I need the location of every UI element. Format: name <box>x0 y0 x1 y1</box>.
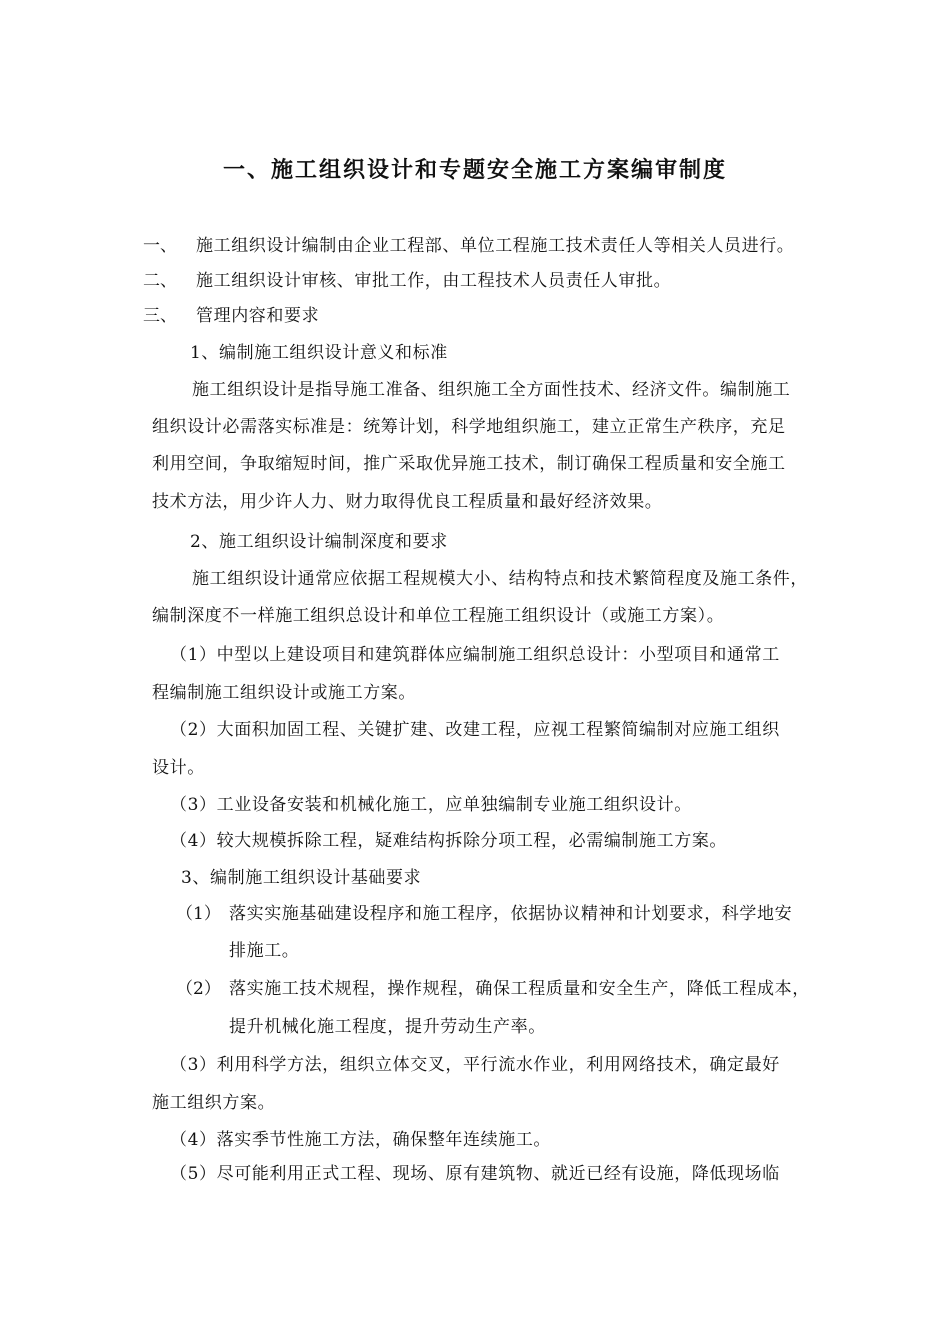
section-text: 管理内容和要求 <box>196 306 320 326</box>
list-item-line: （2）大面积加固工程、关键扩建、改建工程，应视工程繁简编制对应施工组织 <box>170 720 780 740</box>
section-number: 一、 <box>143 236 177 256</box>
list-item-line: 落实施工技术规程，操作规程，确保工程质量和安全生产，降低工程成本， <box>229 979 810 999</box>
page-title: 一、施工组织设计和专题安全施工方案编审制度 <box>222 157 727 183</box>
paragraph-line: 技术方法，用少许人力、财力取得优良工程质量和最好经济效果。 <box>152 492 663 512</box>
subsection-heading: 2、施工组织设计编制深度和要求 <box>190 532 448 552</box>
list-item-line: （4）较大规模拆除工程，疑难结构拆除分项工程，必需编制施工方案。 <box>170 831 728 851</box>
list-item-line: 排施工。 <box>229 941 300 961</box>
list-item-line: （3）工业设备安装和机械化施工，应单独编制专业施工组织设计。 <box>170 795 692 815</box>
list-item-line: （3）利用科学方法，组织立体交叉，平行流水作业，利用网络技术，确定最好 <box>170 1055 780 1075</box>
list-item-line: 落实实施基础建设程序和施工程序，依据协议精神和计划要求，科学地安 <box>229 904 793 924</box>
list-number: （2） <box>176 979 221 999</box>
subsection-heading: 1、编制施工组织设计意义和标准 <box>190 343 448 363</box>
section-number: 三、 <box>143 306 177 326</box>
section-number: 二、 <box>143 271 177 291</box>
list-number: （1） <box>176 904 221 924</box>
paragraph-line: 编制深度不一样施工组织总设计和单位工程施工组织设计（或施工方案）。 <box>152 606 725 626</box>
section-text: 施工组织设计编制由企业工程部、单位工程施工技术责任人等相关人员进行。 <box>196 236 795 256</box>
list-item-line: 设计。 <box>152 758 205 778</box>
paragraph-line: 组织设计必需落实标准是：统筹计划，科学地组织施工，建立正常生产秩序，充足 <box>152 417 786 437</box>
paragraph-line: 施工组织设计是指导施工准备、组织施工全方面性技术、经济文件。编制施工 <box>192 380 791 400</box>
paragraph-line: 利用空间，争取缩短时间，推广采取优异施工技术，制订确保工程质量和安全施工 <box>152 454 786 474</box>
list-item-line: 程编制施工组织设计或施工方案。 <box>152 683 416 703</box>
list-item-line: （4）落实季节性施工方法，确保整年连续施工。 <box>170 1130 552 1150</box>
list-item-line: （1）中型以上建设项目和建筑群体应编制施工组织总设计：小型项目和通常工 <box>170 645 780 665</box>
list-item-line: 施工组织方案。 <box>152 1093 276 1113</box>
paragraph-line: 施工组织设计通常应依据工程规模大小、结构特点和技术繁简程度及施工条件， <box>192 569 808 589</box>
section-text: 施工组织设计审核、审批工作，由工程技术人员责任人审批。 <box>196 271 672 291</box>
list-item-line: 提升机械化施工程度，提升劳动生产率。 <box>229 1017 546 1037</box>
list-item-line: （5）尽可能利用正式工程、现场、原有建筑物、就近已经有设施，降低现场临 <box>170 1164 780 1184</box>
subsection-heading: 3、编制施工组织设计基础要求 <box>181 868 422 888</box>
